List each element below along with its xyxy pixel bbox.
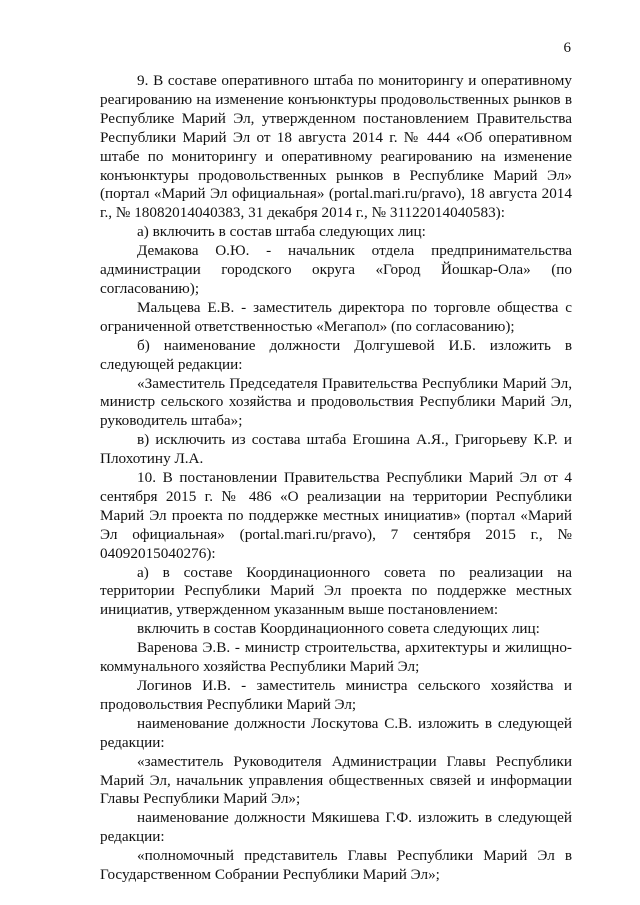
paragraph-person-maltseva: Мальцева Е.В. - заместитель директора по торговле общества с ограниченной ответственностью «Мегапол» (по согласованию);	[100, 298, 572, 335]
page-number: 6	[563, 40, 571, 56]
paragraph-person-demakova: Демакова О.Ю. - начальник отдела предпринимательства администрации городского округа «Город Йошкар-Ола» (по согласованию);	[100, 242, 572, 297]
paragraph-quote-loskutov: «заместитель Руководителя Администрации Главы Республики Марий Эл, начальник управления общественных связей и информации Главы Республики Марий Эл»;	[100, 752, 572, 808]
paragraph-include-persons: включить в состав Координационного совета следующих лиц:	[137, 620, 540, 638]
paragraph-subitem-v: в) исключить из состава штаба Егошина А.Я., Григорьеву К.Р. и Плохотину Л.А.	[100, 431, 572, 468]
paragraph-item-9: 9. В составе оперативного штаба по мониторингу и оперативному реагированию на изменение конъюнктуры продовольственных рынков в Республике Марий Эл, утвержденном постановлением Правительства Республики Марий Эл от 18 августа 2014 г. № 444 «Об оперативном штабе по мониторингу и оперативному реагированию на изменение конъюнктуры продовольственных рынков в Республике Марий Эл» (портал «Марий Эл официальная» (portal.mari.ru/pravo), 18 августа 2014 г., № 18082014040383, 31 декабря 2014 г., № 31122014040583):	[100, 72, 572, 222]
paragraph-subitem-a: а) включить в состав штаба следующих лиц:	[137, 223, 426, 241]
paragraph-position-loskutov: наименование должности Лоскутова С.В. изложить в следующей редакции:	[100, 714, 572, 751]
paragraph-subitem-b: б) наименование должности Долгушевой И.Б. изложить в следующей редакции:	[100, 336, 572, 373]
paragraph-item-10: 10. В постановлении Правительства Республики Марий Эл от 4 сентября 2015 г. № 486 «О реализации на территории Республики Марий Эл проекта по поддержке местных инициатив» (портал «Марий Эл официальная» (portal.mari.ru/pravo), 7 сентября 2015 г., № 04092015040276):	[100, 469, 572, 562]
paragraph-person-loginov: Логинов И.В. - заместитель министра сельского хозяйства и продовольствия Республики Марий Эл;	[100, 677, 572, 713]
paragraph-item-10-subitem-a: а) в составе Координационного совета по реализации на территории Республики Марий Эл проекта по поддержке местных инициатив, утвержденном указанным выше постановлением:	[100, 563, 572, 619]
paragraph-position-myakishev: наименование должности Мякишева Г.Ф. изложить в следующей редакции:	[100, 809, 572, 846]
paragraph-quote-dolgusheva: «Заместитель Председателя Правительства Республики Марий Эл, министр сельского хозяйства и продовольствия Республики Марий Эл, руководитель штаба»;	[100, 374, 572, 430]
paragraph-person-varenova: Варенова Э.В. - министр строительства, архитектуры и жилищно-коммунального хозяйства Республики Марий Эл;	[100, 639, 572, 676]
document-body	[100, 72, 572, 885]
paragraph-quote-myakishev: «полномочный представитель Главы Республики Марий Эл в Государственном Собрании Республики Марий Эл»;	[100, 847, 572, 884]
